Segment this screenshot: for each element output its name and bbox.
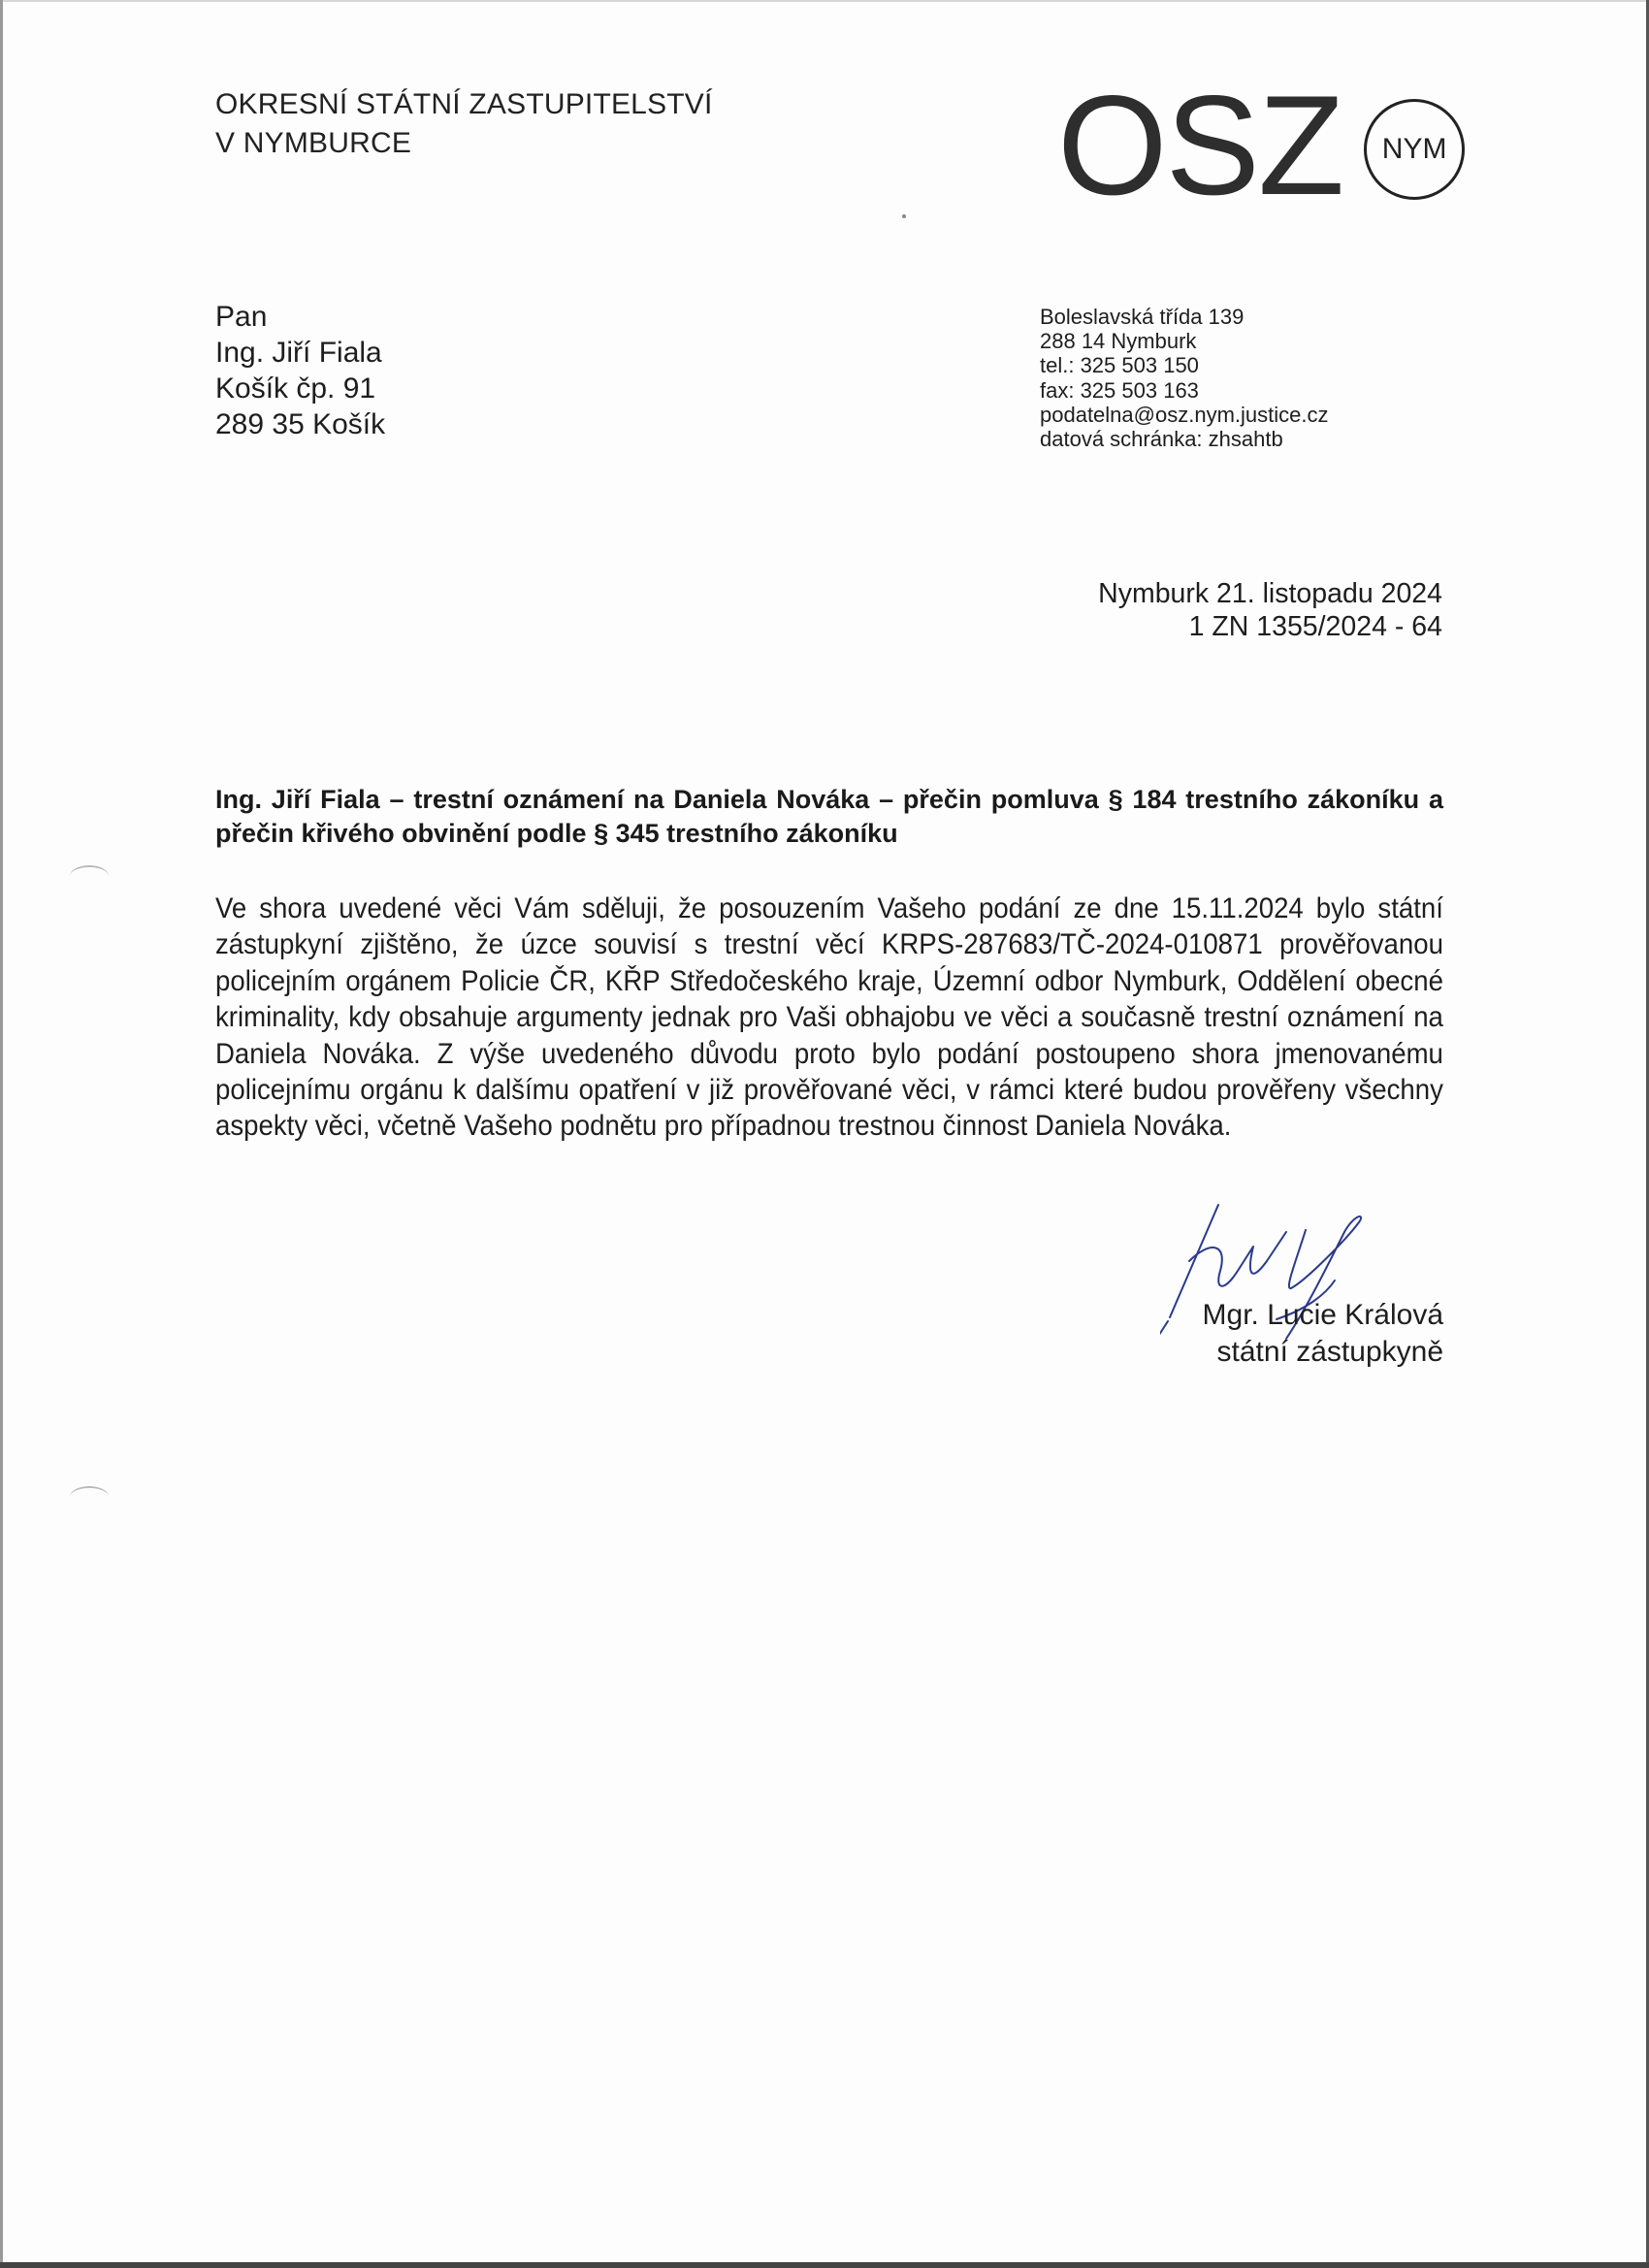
letter-body: Ve shora uvedené věci Vám sděluji, že posouzením Vašeho podání ze dne 15.11.2024 bylo státní zástupkyní zjištěno, že úzce souvisí s trestní věcí KRPS-287683/TČ-2024-010871 prověřovanou policejním orgánem Policie ČR, KŘP Středočeského kraje, Územní odbor Nymburk, Oddělení obecné kriminality, kdy obsahuje argumenty jednak pro Vaši obhajobu ve věci a současně trestní oznámení na Daniela Nováka. Z výše uvedeného důvodu proto bylo podání postoupeno shora jmenovanému policejnímu orgánu k dalšímu opatření v již prověřované věci, v rámci které budou prověřeny všechny aspekty věci, včetně Vašeho podnětu pro případnou trestnou činnost Daniela Nováka. (215, 892, 1443, 1143)
sender-city: 288 14 Nymburk (1040, 329, 1197, 354)
sender-data-box: datová schránka: zhsahtb (1040, 427, 1283, 452)
logo-badge: NYM (1364, 99, 1465, 200)
dateline (970, 577, 1442, 643)
scan-edge-left (0, 0, 3, 2268)
recipient-address (215, 299, 385, 442)
signer-title: státní zástupkyně (1216, 1336, 1443, 1368)
sender-tel: tel.: 325 503 150 (1040, 353, 1199, 378)
logo-text: OSZ (1057, 66, 1343, 224)
signer-name: Mgr. Lucie Králová (1202, 1299, 1443, 1331)
sender-fax: fax: 325 503 163 (1040, 377, 1199, 403)
letter-subject: Ing. Jiří Fiala – trestní oznámení na Daniela Nováka – přečin pomluva § 184 trestního zákoníku a přečin křivého obvinění podle § 345 trestního zákoníku (215, 785, 1443, 848)
scan-edge-bottom (0, 2262, 1649, 2268)
organization-name-line2: V NYMBURCE (215, 127, 412, 159)
sender-contact (1040, 305, 1328, 451)
recipient-salutation: Pan (215, 301, 268, 333)
recipient-name: Ing. Jiří Fiala (215, 337, 382, 369)
osz-logo (1057, 66, 1465, 224)
punch-hole-mark (70, 865, 109, 887)
punch-hole-mark (70, 1486, 109, 1507)
recipient-street: Košík čp. 91 (215, 373, 376, 405)
signer-block (1067, 1297, 1443, 1371)
scan-edge-top (0, 0, 1649, 2)
place-date: Nymburk 21. listopadu 2024 (1098, 578, 1442, 609)
organization-name (215, 85, 713, 163)
sender-street: Boleslavská třída 139 (1040, 305, 1245, 329)
sender-email: podatelna@osz.nym.justice.cz (1040, 402, 1329, 427)
recipient-city: 289 35 Košík (215, 408, 386, 440)
reference-number: 1 ZN 1355/2024 - 64 (1188, 611, 1442, 642)
organization-name-line1: OKRESNÍ STÁTNÍ ZASTUPITELSTVÍ (215, 88, 713, 120)
scan-speck (902, 214, 906, 218)
